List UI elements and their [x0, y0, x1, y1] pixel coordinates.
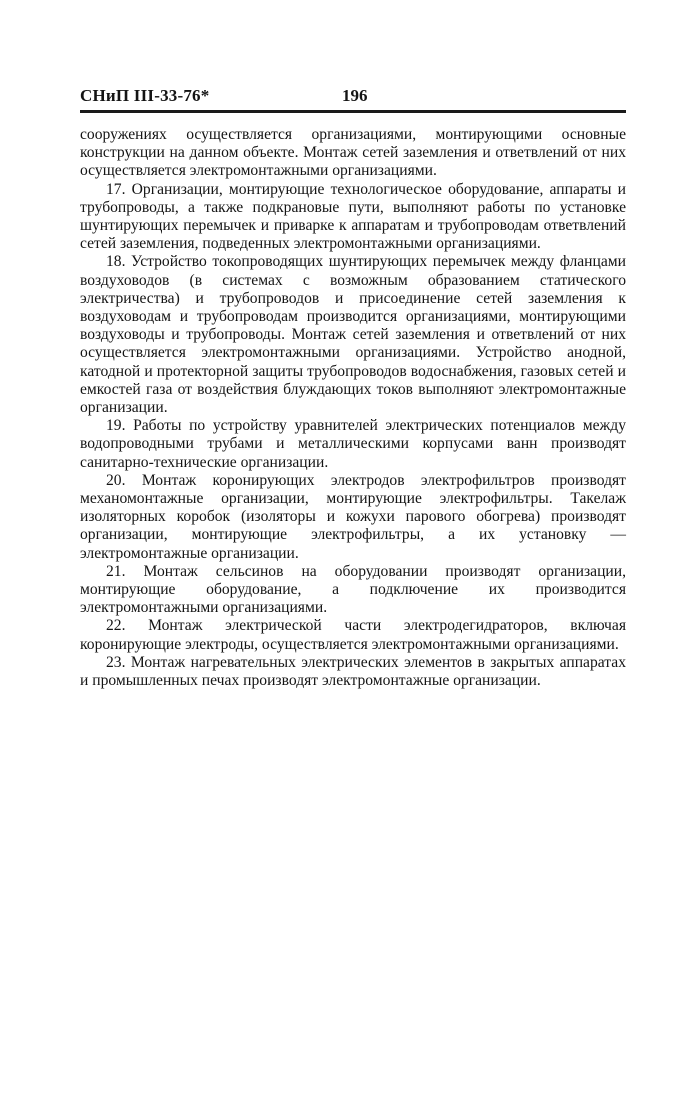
page-body [80, 126, 626, 690]
paragraph-continuation: сооружениях осуществляется организациями, монтирующими основные конструкции на данном объекте. Монтаж сетей заземления и ответвлений от них осуществляется электромонтажными организациями. [80, 126, 626, 180]
header-rule [80, 110, 626, 113]
page-number: 196 [342, 86, 368, 105]
paragraph-21: 21. Монтаж сельсинов на оборудовании производят организации, монтирующие оборудование, а подключение их производится электромонтажными организациями. [80, 562, 626, 617]
paragraph-23: 23. Монтаж нагревательных электрических элементов в закрытых аппаратах и промышленных печах производят электромонтажные организации. [80, 653, 626, 690]
paragraph-20: 20. Монтаж коронирующих электродов электрофильтров производят механомонтажные организации, монтирующие электрофильтры. Такелаж изоляторных коробок (изоляторы и кожухи парового обогрева) производят организации, монтирующие электрофильтры, а их установку — электромонтажные организации. [80, 471, 626, 562]
document-code: СНиП III-33-76* [80, 86, 210, 105]
paragraph-17: 17. Организации, монтирующие технологическое оборудование, аппараты и трубопроводы, а также подкрановые пути, выполняют работы по установке шунтирующих перемычек и приварке к аппаратам и трубопроводам ответвлений сетей заземления, подведенных электромонтажными организациями. [80, 180, 626, 253]
paragraph-19: 19. Работы по устройству уравнителей электрических потенциалов между водопроводными трубами и металлическими корпусами ванн производят санитарно-технические организации. [80, 417, 626, 471]
page-header [80, 86, 626, 112]
paragraph-22: 22. Монтаж электрической части электродегидраторов, включая коронирующие электроды, осуществляется электромонтажными организациями. [80, 617, 626, 653]
paragraph-18: 18. Устройство токопроводящих шунтирующих перемычек между фланцами воздуховодов (в системах с возможным образованием статического электричества) и трубопроводов и присоединение сетей заземления к воздуховодам и трубопроводам производится организациями, монтирующими воздуховоды и трубопроводы. Монтаж сетей заземления и ответвлений от них осуществляется электромонтажными организациями. Устройство анодной, катодной и протекторной защиты трубопроводов водоснабжения, газовых сетей и емкостей газа от воздействия блуждающих токов выполняют электромонтажные организации. [80, 253, 626, 417]
